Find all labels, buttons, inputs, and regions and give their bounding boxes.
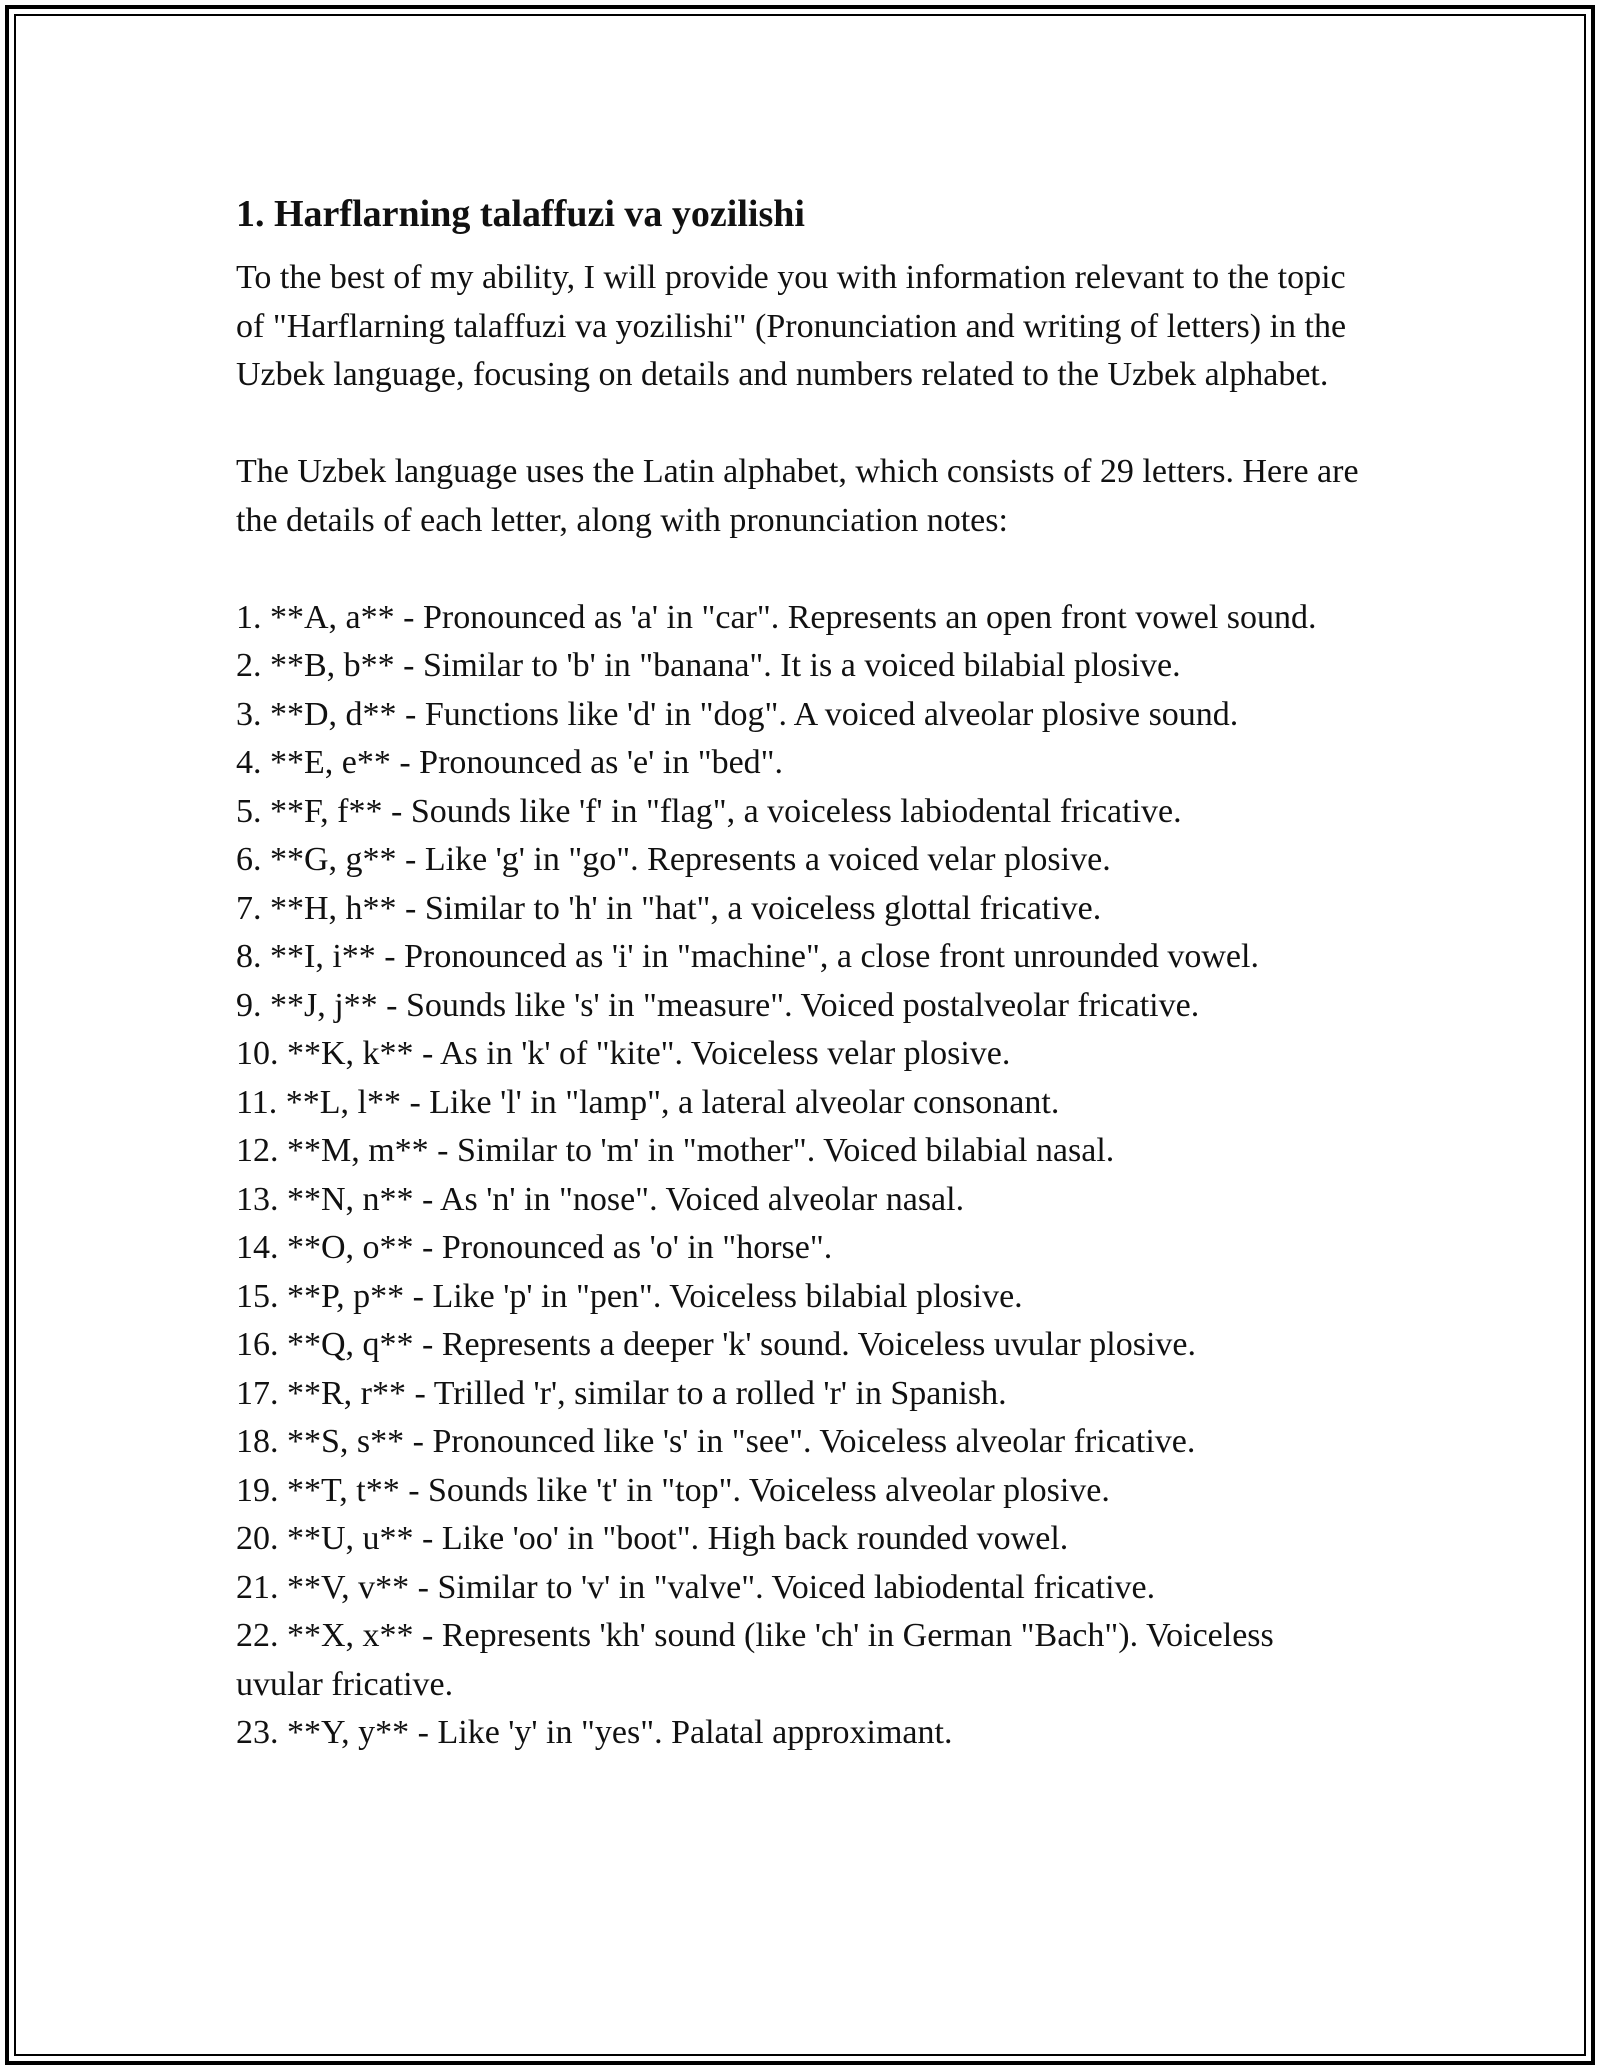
list-item: 20. **U, u** - Like 'oo' in "boot". High back rounded vowel.: [236, 1520, 1069, 1557]
list-item: 9. **J, j** - Sounds like 's' in "measure". Voiced postalveolar fricative.: [236, 986, 1200, 1024]
list-item: 7. **H, h** - Similar to 'h' in "hat", a voiceless glottal fricative.: [236, 889, 1102, 927]
list-item: 13. **N, n** - As 'n' in "nose". Voiced alveolar nasal.: [236, 1180, 965, 1218]
list-item: 14. **O, o** - Pronounced as 'o' in "horse".: [236, 1229, 833, 1266]
list-item: 17. **R, r** - Trilled 'r', similar to a rolled 'r' in Spanish.: [236, 1374, 1007, 1412]
list-item: 6. **G, g** - Like 'g' in "go". Represents a voiced velar plosive.: [236, 841, 1111, 878]
list-item: 5. **F, f** - Sounds like 'f' in "flag", a voiceless labiodental fricative.: [236, 792, 1182, 830]
list-item: 10. **K, k** - As in 'k' of "kite". Voiceless velar plosive.: [236, 1035, 1011, 1072]
list-item: 21. **V, v** - Similar to 'v' in "valve". Voiced labiodental fricative.: [236, 1568, 1156, 1606]
list-item: 15. **P, p** - Like 'p' in "pen". Voiceless bilabial plosive.: [236, 1277, 1023, 1315]
list-item: 16. **Q, q** - Represents a deeper 'k' sound. Voiceless uvular plosive.: [236, 1326, 1196, 1363]
list-item: 4. **E, e** - Pronounced as 'e' in "bed".: [236, 744, 784, 781]
list-item: 1. **A, a** - Pronounced as 'a' in "car". Represents an open front vowel sound.: [236, 598, 1317, 636]
section-heading: 1. Harflarning talaffuzi va yozilishi: [236, 193, 805, 235]
list-item: 3. **D, d** - Functions like 'd' in "dog". A voiced alveolar plosive sound.: [236, 695, 1239, 733]
list-item: 11. **L, l** - Like 'l' in "lamp", a lateral alveolar consonant.: [236, 1083, 1060, 1121]
letter-list: [236, 594, 1366, 1758]
list-item: 22. **X, x** - Represents 'kh' sound (like 'ch' in German "Bach"). Voiceless uvular fricative.: [236, 1617, 1274, 1703]
list-item: 19. **T, t** - Sounds like 't' in "top". Voiceless alveolar plosive.: [236, 1471, 1110, 1509]
intro-paragraph: To the best of my ability, I will provide you with information relevant to the topic of "Harflarning talaffuzi va yozilishi" (Pronunciation and writing of letters) in the Uzbek language, focusing on details and numbers related to the Uzbek alphabet.: [236, 259, 1347, 393]
document-body: [236, 186, 1366, 1758]
list-item: 8. **I, i** - Pronounced as 'i' in "machine", a close front unrounded vowel.: [236, 938, 1259, 975]
list-item: 18. **S, s** - Pronounced like 's' in "see". Voiceless alveolar fricative.: [236, 1423, 1196, 1460]
list-item: 12. **M, m** - Similar to 'm' in "mother". Voiced bilabial nasal.: [236, 1132, 1115, 1169]
list-item: 2. **B, b** - Similar to 'b' in "banana". It is a voiced bilabial plosive.: [236, 647, 1181, 684]
list-item: 23. **Y, y** - Like 'y' in "yes". Palatal approximant.: [236, 1714, 953, 1751]
alphabet-paragraph: The Uzbek language uses the Latin alphabet, which consists of 29 letters. Here are the details of each letter, along with pronunciation notes:: [236, 453, 1359, 539]
